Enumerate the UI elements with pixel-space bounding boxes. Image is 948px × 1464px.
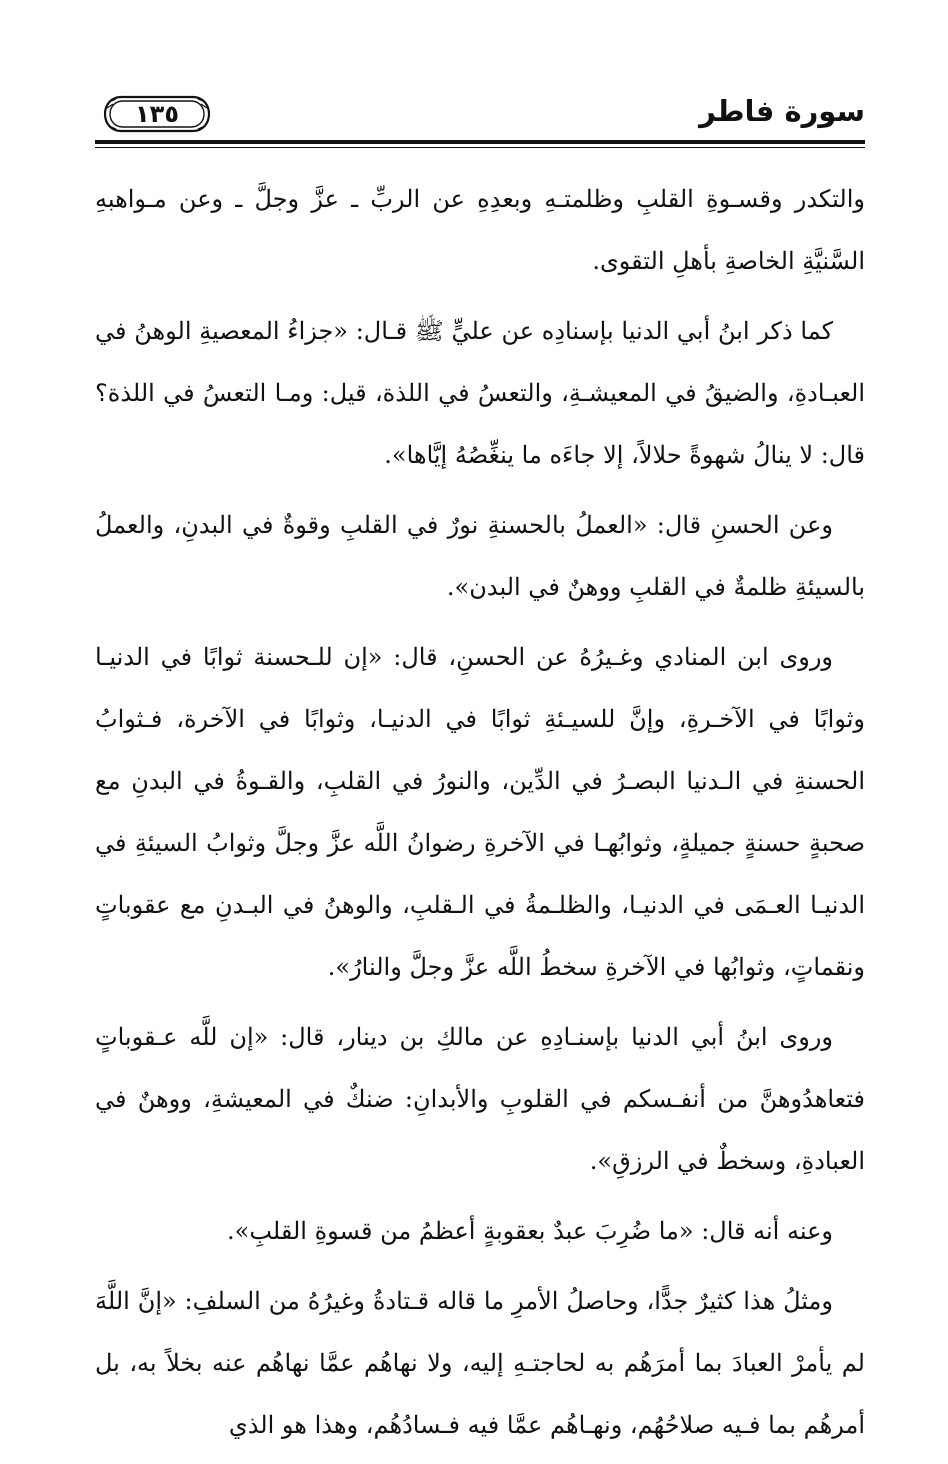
paragraph: كما ذكر ابنُ أبي الدنيا بإسنادِه عن عليٍّ ﷺ قـال: «جزاءُ المعصيةِ الوهنُ في العبـادةِ، والضيقُ في المعيشـةِ، والتعسُ في اللذة، قيل: ومـا التعسُ في اللذة؟ قال: لا ينالُ شهوةً حلالاً، إلا جاءَه ما ينغِّصُهُ إيَّاها».: [95, 317, 865, 469]
header-rule-thin: [95, 147, 865, 148]
paragraph: وعن الحسنِ قال: «العملُ بالحسنةِ نورٌ في القلبِ وقوةٌ في البدنِ، والعملُ بالسيئةِ ظلمةٌ في القلبِ ووهنٌ في البدن».: [95, 511, 865, 601]
page-header: [95, 78, 865, 148]
header-rule-thick: [95, 140, 865, 144]
surah-title: سورة فاطر: [699, 94, 865, 128]
paragraph: وروى ابنُ أبي الدنيا بإسنـادِهِ عن مالكِ بن دينار، قال: «إن للَّه عـقوباتٍ فتعاهدُوهنَّ من أنفـسكم في القلوبِ والأبدانِ: ضنكٌ في المعيشةِ، ووهنٌ في العبادةِ، وسخطٌ في الرزقِ».: [95, 1023, 865, 1175]
body-text: [95, 168, 865, 1464]
paragraph: وروى ابن المنادي وغـيرُهُ عن الحسنِ، قال: «إن للـحسنة ثوابًا في الدنيـا وثوابًا في الآخـرةِ، وإنَّ للسيـئةِ ثوابًا في الدنيـا، وثوابًا في الآخرة، فـثوابُ الحسنةِ في الـدنيا البصـرُ في الدِّين، والنورُ في القلبِ، والقـوةُ في البدنِ مع صحبةٍ حسنةٍ جميلةٍ، وثوابُهـا في الآخرةِ رضوانُ اللَّه عزَّ وجلَّ وثوابُ السيئةِ في الدنيـا العـمَى في الدنيـا، والظلـمةُ في الـقلبِ، والوهنُ في البـدنِ مع عقوباتٍ ونقماتٍ، وثوابُها في الآخرةِ سخطُ اللَّه عزَّ وجلَّ والنارُ».: [95, 643, 865, 981]
page-number: ١٣٥: [135, 100, 179, 128]
paragraph: وعنه أنه قال: «ما ضُرِبَ عبدٌ بعقوبةٍ أعظمُ من قسوةِ القلبِ».: [227, 1217, 833, 1245]
page-number-badge: [103, 94, 211, 134]
paragraph: والتكدر وقسـوةِ القلبِ وظلمتـهِ وبعدِهِ عن الربِّ ـ عزَّ وجلَّ ـ وعن مـواهبهِ السَّنيَّةِ الخاصةِ بأهلِ التقوى.: [95, 185, 865, 275]
paragraph: ومثلُ هذا كثيرٌ جدًّا، وحاصلُ الأمرِ ما قاله قـتادةُ وغيرُهُ من السلفِ: «إنَّ اللَّهَ لم يأمرْ العبادَ بما أمرَهُم به لحاجتـهِ إليه، ولا نهاهُم عمَّا نهاهُم عنه بخلاً به، بل أمرهُم بما فـيه صلاحُهُم، ونهـاهُم عمَّا فيه فـسادُهُم، وهذا هو الذي: [95, 1287, 865, 1439]
